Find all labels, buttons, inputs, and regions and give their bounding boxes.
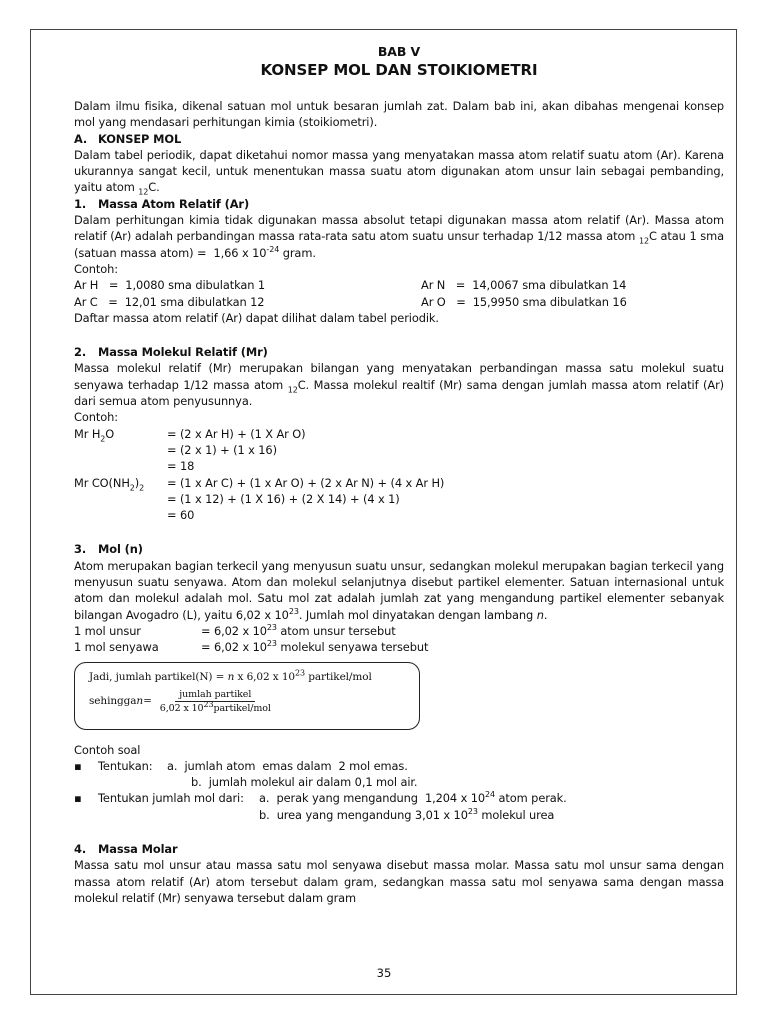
ar-o: Ar O = 15,9950 sma dibulatkan 16	[421, 294, 627, 309]
equation-line: = (1 x 12) + (1 X 16) + (2 X 14) + (4 x 1)	[167, 491, 400, 506]
equation-line: = (2 x Ar H) + (1 X Ar O)	[167, 426, 306, 441]
intro-paragraph: Dalam ilmu fisika, dikenal satuan mol untuk besaran jumlah zat. Dalam bab ini, akan dibahas mengenai konsep mol yang mendasari perhitungan kimia (stoikiometri).	[74, 99, 724, 130]
mol-unsur-line: 1 mol unsur = 6,02 x $10^{23}$ atom unsur tersebut	[74, 623, 396, 638]
formula-box	[74, 662, 420, 730]
equation-line: = 60	[167, 508, 195, 523]
section-1-heading: 1. Massa Atom Relatif (Ar)	[74, 196, 250, 211]
formula-mol: sehingga n = $\frac{\text{jumlah partikel}}{6,02 x 10^{23}partikel/mol}$	[89, 688, 271, 714]
ar-c: Ar C = 12,01 sma dibulatkan 12	[74, 294, 265, 309]
section-3-heading: 3. Mol (n)	[74, 542, 143, 557]
ar-h: Ar H = 1,0080 sma dibulatkan 1	[74, 278, 266, 293]
list-item: ▪ Tentukan: a. jumlah atom emas dalam 2 mol emas. b. jumlah molekul air dalam 0,1 mol air.	[74, 758, 418, 790]
mr-urea-label: Mr $CO(NH_2)_2$	[74, 475, 145, 492]
mr-h2o-equation	[74, 426, 724, 475]
formula-particles: Jadi, jumlah partikel(N) = n x 6,02 x $10^{23}$ partikel/mol	[89, 668, 372, 683]
ar-n: Ar N = 14,0067 sma dibulatkan 14	[421, 278, 627, 293]
section-1-paragraph: Dalam perhitungan kimia tidak digunakan massa absolut tetapi digunakan massa atom relatif (Ar). Massa atom relatif (Ar) adalah perbandingan massa rata-rata satu atom suatu unsur terhadap 1/12 massa atom $_{12}$C atau 1 sma (satuan massa atom) = 1,66 x $10^{-24}$ gram.	[74, 213, 724, 260]
page-number: 35	[376, 966, 392, 980]
document-body	[74, 40, 724, 906]
section-4-heading: 4. Massa Molar	[74, 841, 178, 856]
section-4-paragraph: Massa satu mol unsur atau massa satu mol senyawa disebut massa molar. Massa satu mol unsur sama dengan massa atom relatif (Ar) atom tersebut dalam gram, sedangkan massa satu mol senyawa sama dengan massa molekul relatif (Mr) senyawa tersebut dalam gram	[74, 858, 724, 905]
bullet-icon: ▪	[74, 758, 82, 773]
list-item: ▪ Tentukan jumlah mol dari: a. perak yang mengandung 1,204 x $10^{24}$ atom perak. b. urea yang mengandung 3,01 x $10^{23}$ molekul urea	[74, 790, 567, 822]
section-3-paragraph: Atom merupakan bagian terkecil yang menyusun suatu unsur, sedangkan molekul merupakan bagian terkecil yang menyusun suatu senyawa. Atom dan molekul selanjutnya disebut partikel elementer. Satuan internasional untuk atom dan molekul adalah mol. Satu mol zat adalah jumlah zat yang mengandung partikel elementer sebanyak bilangan Avogadro (L), yaitu 6,02 x $10^{23}$. Jumlah mol dinyatakan dengan lambang n.	[74, 558, 724, 622]
equation-line: = (1 x Ar C) + (1 x Ar O) + (2 x Ar N) + (4 x Ar H)	[167, 475, 445, 490]
mol-senyawa-line: 1 mol senyawa = 6,02 x $10^{23}$ molekul senyawa tersebut	[74, 639, 429, 655]
fraction-denominator: 6,02 x $10^{23}partikel$/mol	[159, 699, 271, 714]
ar-row	[74, 277, 724, 293]
section-2-heading: 2. Massa Molekul Relatif (Mr)	[74, 345, 268, 360]
mr-h2o-label: Mr $H_2O$	[74, 426, 115, 443]
section-1-note: Daftar massa atom relatif (Ar) dapat dilihat dalam tabel periodik.	[74, 310, 439, 325]
section-2-paragraph: Massa molekul relatif (Mr) merupakan bilangan yang menyatakan perbandingan massa satu molekul suatu senyawa terhadap 1/12 massa atom $_{12}$C. Massa molekul realtif (Mr) sama dengan jumlah massa atom relatif (Ar) dari semua atom penyusunnya.	[74, 361, 724, 409]
section-1-contoh-label: Contoh:	[74, 261, 118, 276]
section-2-contoh-label: Contoh:	[74, 410, 118, 425]
bullet-icon: ▪	[74, 791, 82, 806]
section-a-heading: A. KONSEP MOL	[74, 131, 182, 146]
fraction-numerator: jumlah partikel	[175, 689, 255, 702]
fraction	[160, 689, 271, 715]
chapter-label: BAB V	[377, 44, 421, 59]
ar-row	[74, 294, 724, 310]
equation-line: = (2 x 1) + (1 x 16)	[167, 442, 277, 457]
equation-line: = 18	[167, 459, 195, 474]
section-a-paragraph: Dalam tabel periodik, dapat diketahui nomor massa yang menyatakan massa atom relatif suatu atom (Ar). Karena ukurannya sangat kecil, untuk menentukan massa suatu atom digunakan atom unsur lain sebagai pembanding, yaitu atom $_{12}$C.	[74, 147, 724, 197]
contoh-soal-label: Contoh soal	[74, 742, 141, 757]
chapter-title: KONSEP MOL DAN STOIKIOMETRI	[260, 61, 538, 79]
mr-urea-equation	[74, 475, 724, 524]
